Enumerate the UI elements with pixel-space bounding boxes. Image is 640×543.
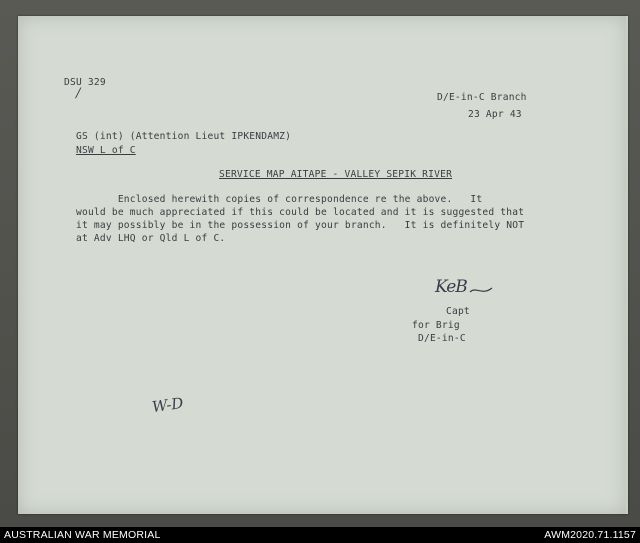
accession-number: AWM2020.71.1157 (544, 529, 636, 541)
body-line: would be much appreciated if this could be located and it is suggested that (76, 207, 525, 218)
handwritten-note: W-D (150, 393, 185, 417)
document-date: 23 Apr 43 (468, 109, 522, 120)
body-line: at Adv LHQ or Qld L of C. (76, 233, 226, 244)
body-line: Enclosed herewith copies of correspondence re the above. It (76, 194, 483, 205)
archive-footer (0, 527, 640, 543)
handwritten-signature: KeB (435, 277, 467, 297)
subject-heading: SERVICE MAP AITAPE - VALLEY SEPIK RIVER (219, 169, 453, 180)
signatory-for: for Brig (412, 320, 460, 331)
addressee-line-2: NSW L of C (76, 145, 136, 156)
reference-tick-mark: / (76, 86, 81, 101)
signature-flourish (468, 284, 494, 296)
archive-name: AUSTRALIAN WAR MEMORIAL (4, 529, 161, 541)
signatory-rank: Capt (446, 306, 470, 317)
document-reference: DSU 329 (64, 77, 106, 88)
body-line: it may possibly be in the possession of your branch. It is definitely NOT (76, 220, 525, 231)
branch-name: D/E-in-C Branch (437, 92, 527, 103)
signatory-department: D/E-in-C (418, 333, 466, 344)
document-page (18, 16, 628, 514)
addressee-line-1: GS (int) (Attention Lieut IPKENDAMZ) (76, 131, 292, 142)
